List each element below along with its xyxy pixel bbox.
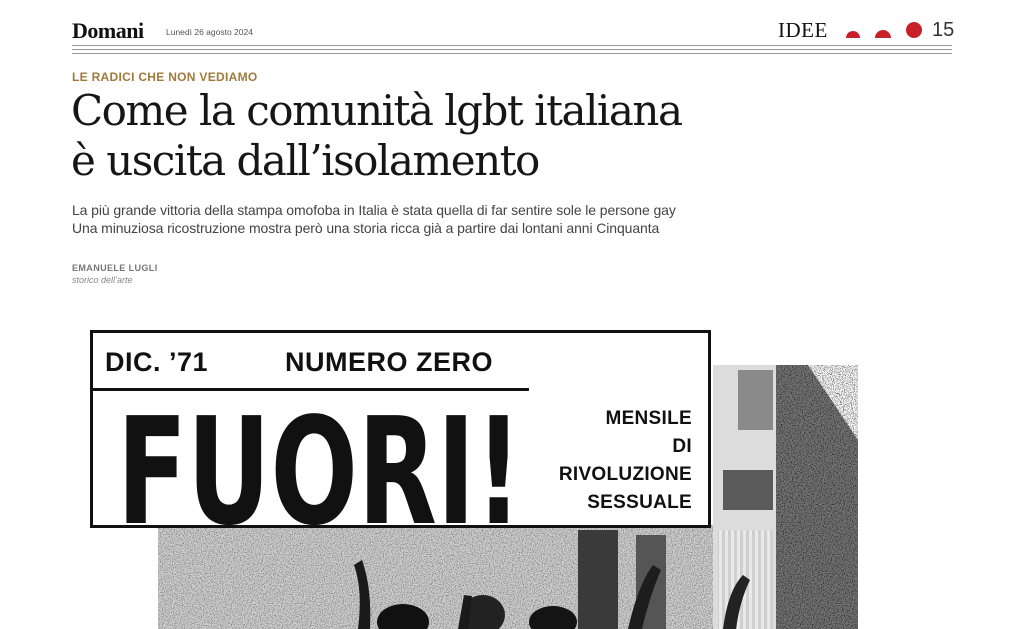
header-divider <box>72 45 952 46</box>
page-header <box>72 14 955 48</box>
magazine-cover <box>90 330 711 533</box>
cover-date: DIC. ’71 <box>105 347 209 377</box>
tagline-line: SESSUALE <box>587 492 692 513</box>
tagline-line: RIVOLUZIONE <box>558 464 692 485</box>
cover-title: FUORI! <box>117 386 522 533</box>
tagline-line: MENSILE <box>605 408 692 429</box>
page-number: 15 <box>932 19 955 41</box>
author-role: storico dell’arte <box>72 275 133 285</box>
cover-issue: NUMERO ZERO <box>285 347 493 377</box>
header-divider <box>72 49 952 50</box>
header-divider <box>72 53 952 54</box>
newspaper-logo[interactable]: Domani <box>72 18 144 43</box>
section-dots-icon <box>844 20 924 40</box>
author-name: EMANUELE LUGLI <box>72 263 158 273</box>
article-subhead: La più grande vittoria della stampa omofoba in Italia è stata quella di far sentire sole le persone gay <box>72 202 676 218</box>
cover-masthead <box>117 383 527 533</box>
issue-date: Lunedì 26 agosto 2024 <box>166 27 253 37</box>
article-headline <box>71 86 831 186</box>
section-label[interactable]: IDEE <box>778 18 828 42</box>
headline-line: è uscita dall’isolamento <box>71 136 539 185</box>
article-subhead: Una minuziosa ricostruzione mostra però una storia ricca già a partire dai lontani anni Cinquanta <box>72 220 660 236</box>
headline-line: Come la comunità lgbt italiana <box>71 86 682 135</box>
article-kicker: LE RADICI CHE NON VEDIAMO <box>72 70 258 84</box>
cover-tagline <box>559 405 692 517</box>
tagline-line: DI <box>672 436 692 457</box>
